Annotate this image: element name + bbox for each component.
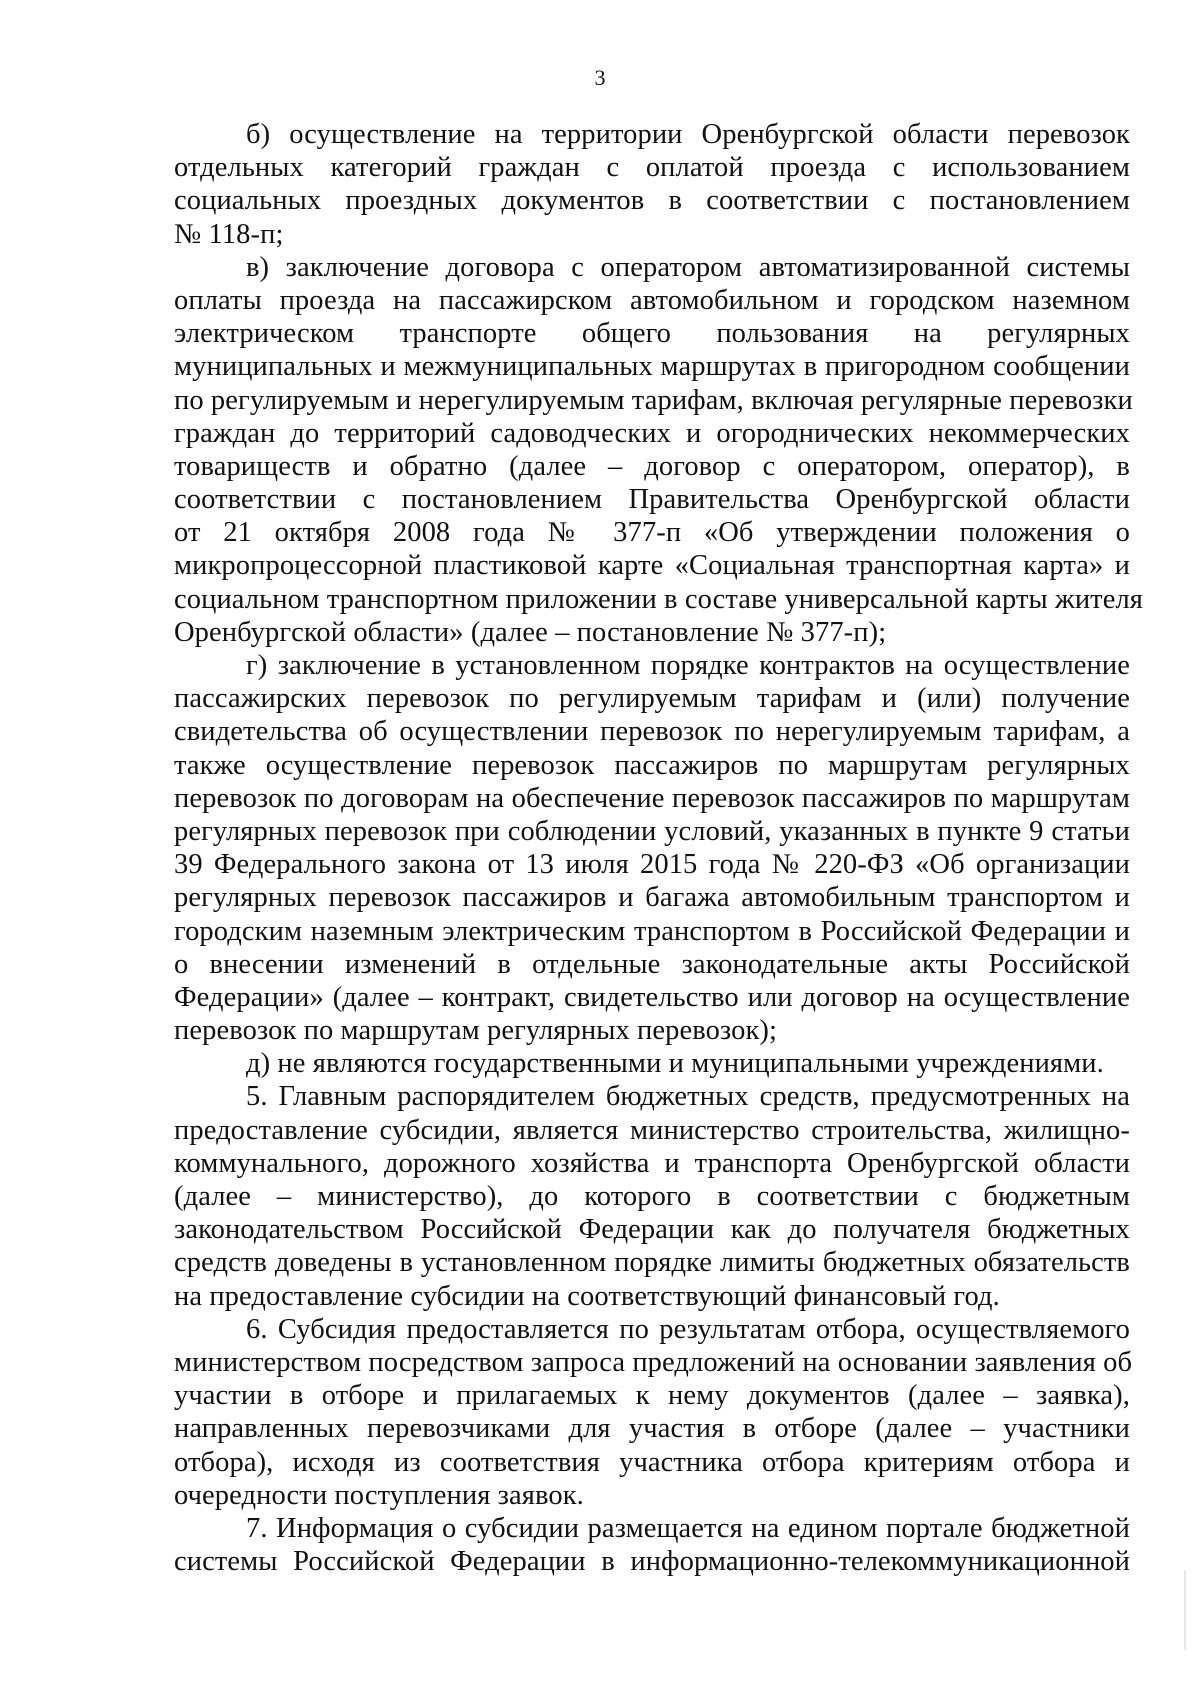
text-line: перевозок по маршрутам регулярных перевозок); xyxy=(174,1015,778,1047)
text-line: 6. Субсидия предоставляется по результатам отбора, осуществляемого xyxy=(246,1313,1130,1345)
text-line: муниципальных и межмуниципальных маршрутах в пригородном сообщении xyxy=(174,351,1130,383)
text-line: электрическом транспорте общего пользования на регулярных xyxy=(174,318,1130,350)
text-line: 7. Информация о субсидии размещается на едином портале бюджетной xyxy=(246,1512,1130,1544)
text-line: также осуществление перевозок пассажиров по маршрутам регулярных xyxy=(174,749,1130,781)
text-line: Оренбургской области» (далее – постановление № 377-п); xyxy=(174,616,887,648)
paragraph-7 xyxy=(174,1512,1130,1578)
text-line: (далее – министерство), до которого в соответствии с бюджетным xyxy=(174,1181,1130,1212)
text-line: министерством посредством запроса предложений на основании заявления об xyxy=(174,1346,1133,1378)
text-line: г) заключение в установленном порядке контрактов на осуществление xyxy=(246,650,1130,681)
text-line: в) заключение договора с оператором автоматизированной системы xyxy=(246,251,1130,283)
text-line: на предоставление субсидии на соответствующий финансовый год. xyxy=(174,1280,1000,1312)
text-line: системы Российской Федерации в информационно-телекоммуникационной xyxy=(174,1546,1130,1578)
text-line: городским наземным электрическим транспортом в Российской Федерации и xyxy=(174,915,1130,947)
text-line: законодательством Российской Федерации как до получателя бюджетных xyxy=(174,1214,1130,1246)
text-line: соответствии с постановлением Правительства Оренбургской области xyxy=(174,484,1130,516)
text-line: социальном транспортном приложении в составе универсальной карты жителя xyxy=(174,583,1144,615)
page-number: 3 xyxy=(594,65,606,90)
text-line: оплаты проезда на пассажирском автомобильном и городском наземном xyxy=(174,284,1130,316)
paragraph-g xyxy=(174,649,1130,1047)
text-line: предоставление субсидии, является министерство строительства, жилищно- xyxy=(174,1114,1130,1146)
text-line: перевозок по договорам на обеспечение перевозок пассажиров по маршрутам xyxy=(174,782,1130,814)
text-line: свидетельства об осуществлении перевозок по нерегулируемым тарифам, а xyxy=(174,716,1130,748)
text-line: товариществ и обратно (далее – договор с оператором, оператор), в xyxy=(174,450,1130,482)
text-line: очередности поступления заявок. xyxy=(174,1479,584,1511)
text-line: социальных проездных документов в соответствии с постановлением xyxy=(174,185,1130,217)
document-body xyxy=(174,118,1144,1578)
text-line: 5. Главным распорядителем бюджетных средств, предусмотренных на xyxy=(246,1081,1130,1113)
text-line: коммунального, дорожного хозяйства и транспорта Оренбургской области xyxy=(174,1147,1130,1179)
scan-edge-mark xyxy=(1184,1570,1186,1650)
text-line: микропроцессорной пластиковой карте «Социальная транспортная карта» и xyxy=(174,550,1130,582)
text-line: 39 Федерального закона от 13 июля 2015 года № 220-ФЗ «Об организации xyxy=(174,849,1130,881)
text-line: от 21 октября 2008 года № 377-п «Об утверждении положения о xyxy=(174,517,1130,549)
text-line: участии в отборе и прилагаемых к нему документов (далее – заявка), xyxy=(174,1380,1130,1412)
text-line: регулярных перевозок пассажиров и багажа автомобильным транспортом и xyxy=(174,882,1130,914)
text-line: о внесении изменений в отдельные законодательные акты Российской xyxy=(174,948,1130,980)
paragraph-6 xyxy=(174,1313,1133,1512)
paragraph-5 xyxy=(174,1080,1130,1312)
text-line: Федерации» (далее – контракт, свидетельство или договор на осуществление xyxy=(174,981,1130,1013)
text-line: д) не являются государственными и муниципальными учреждениями. xyxy=(246,1048,1104,1080)
paragraph-v xyxy=(174,251,1144,649)
text-line: б) осуществление на территории Оренбургской области перевозок xyxy=(246,119,1130,150)
text-line: средств доведены в установленном порядке лимиты бюджетных обязательств xyxy=(174,1247,1130,1279)
text-line: регулярных перевозок при соблюдении условий, указанных в пункте 9 статьи xyxy=(174,815,1130,847)
text-line: граждан до территорий садоводческих и огороднических некоммерческих xyxy=(174,417,1130,449)
text-line: отбора), исходя из соответствия участника отбора критериям отбора и xyxy=(174,1446,1130,1478)
text-line: отдельных категорий граждан с оплатой проезда с использованием xyxy=(174,152,1130,184)
paragraph-b xyxy=(174,118,1130,251)
text-line: пассажирских перевозок по регулируемым тарифам и (или) получение xyxy=(174,683,1130,715)
text-line: № 118-п; xyxy=(174,218,284,250)
text-line: по регулируемым и нерегулируемым тарифам, включая регулярные перевозки xyxy=(174,384,1133,416)
paragraph-d xyxy=(174,1047,1130,1080)
text-line: направленных перевозчиками для участия в отборе (далее – участники xyxy=(174,1413,1130,1445)
